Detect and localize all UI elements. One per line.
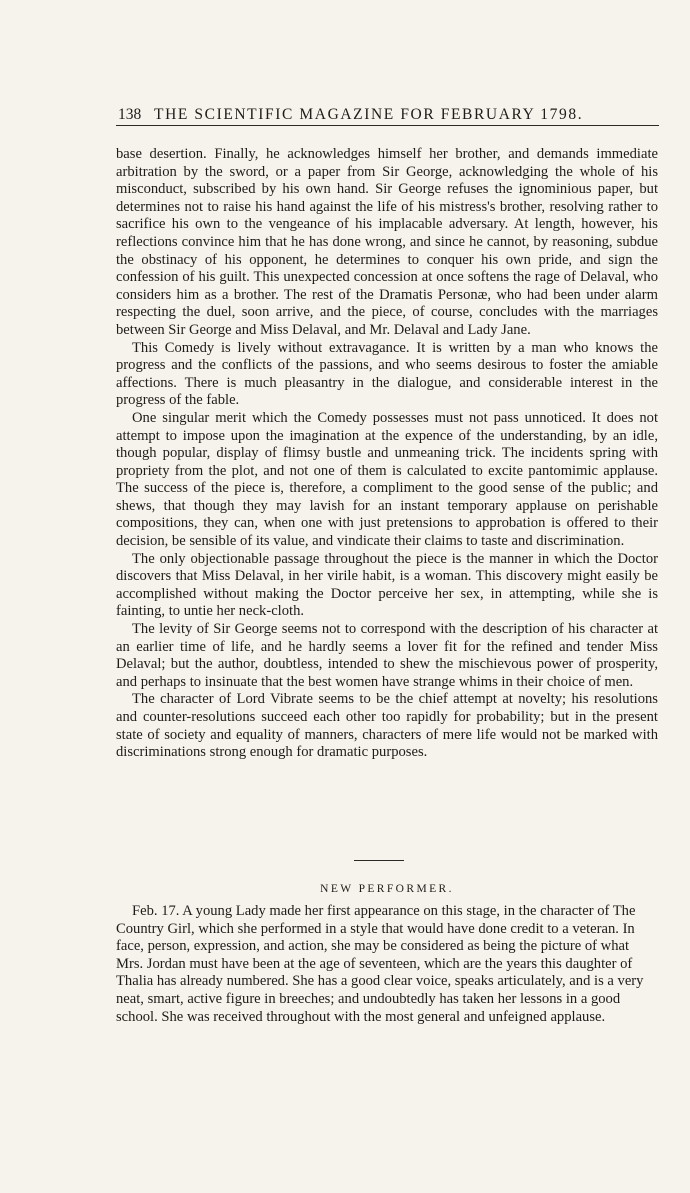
new-performer-section [116, 903, 658, 1026]
paragraph-objectionable-passage: The only objectionable passage throughout the piece is the manner in which the Doctor discovers that Miss Delaval, in her virile habit, is a woman. This discovery might easily be accomplished without making the Doctor perceive her sex, in attempting, while she is fainting, to untie her neck-cloth. [116, 550, 658, 620]
header-rule [116, 125, 659, 126]
running-title: THE SCIENTIFIC MAGAZINE FOR FEBRUARY 1798. [154, 106, 584, 123]
paragraph-lord-vibrate: The character of Lord Vibrate seems to be the chief attempt at novelty; his resolutions and counter-resolutions succeed each other too rapidly for probability; but in the present state of society and equality of manners, characters of mere life would not be marked with discriminations strong enough for dramatic purposes. [116, 691, 658, 761]
running-header [118, 106, 658, 124]
section-divider [354, 860, 404, 861]
paragraph-plot-conclusion: base desertion. Finally, he acknowledges himself her brother, and demands immediate arbitration by the sword, or a paper from Sir George, acknowledging the whole of his misconduct, subscribed by his own hand. Sir George refuses the ignominious paper, but determines not to raise his hand against the life of his mistress's brother, resolving rather to sacrifice his own to the vengeance of his implacable adversary. At length, however, his reflections convince him that he has done wrong, and since he cannot, by reasoning, subdue the obstinacy of his opponent, he determines to conquer his own pride, and sign the confession of his guilt. This unexpected concession at once softens the rage of Delaval, who considers him as a brother. The rest of the Dramatis Personæ, who had been under alarm respecting the duel, soon arrive, and the piece, of course, concludes with the marriages between Sir George and Miss Delaval, and Mr. Delaval and Lady Jane. [116, 146, 658, 338]
paragraph-new-performer: Feb. 17. A young Lady made her first appearance on this stage, in the character of The Country Girl, which she performed in a style that would have done credit to a veteran. In face, person, expression, and action, she may be considered as being the picture of what Mrs. Jordan must have been at the age of seventeen, which are the years this daughter of Thalia has already numbered. She has a good clear voice, speaks articulately, and is a very neat, smart, active figure in breeches; and undoubtedly has taken her lessons in a good school. She was received throughout with the most general and unfeigned applause. [116, 903, 644, 1025]
page-number: 138 [118, 106, 142, 123]
article-body [116, 146, 658, 762]
paragraph-singular-merit: One singular merit which the Comedy possesses must not pass unnoticed. It does not attempt to impose upon the imagination at the expence of the understanding, by an idle, though popular, display of flimsy bustle and unmeaning trick. The incidents spring with propriety from the plot, and not one of them is calculated to excite pantomimic applause. The success of the piece is, therefore, a compliment to the good sense of the public; and shews, that though they may lavish for an instant temporary applause on perishable compositions, they can, when one with just pretensions to approbation is offered to their decision, be sensible of its value, and vindicate their claims to taste and discrimination. [116, 409, 658, 550]
paragraph-levity-sir-george: The levity of Sir George seems not to correspond with the description of his character at an earlier time of life, and he hardly seems a lover fit for the refined and tender Miss Delaval; but the author, doubtless, intended to shew the mischievous power of prosperity, and perhaps to insinuate that the best women have strange whims in their choice of men. [116, 621, 658, 690]
paragraph-comedy-lively: This Comedy is lively without extravagance. It is written by a man who knows the progress and the conflicts of the passions, and who seems desirous to foster the amiable affections. There is much pleasantry in the dialogue, and considerable interest in the progress of the fable. [116, 339, 658, 409]
section-heading: NEW PERFORMER. [320, 883, 454, 895]
